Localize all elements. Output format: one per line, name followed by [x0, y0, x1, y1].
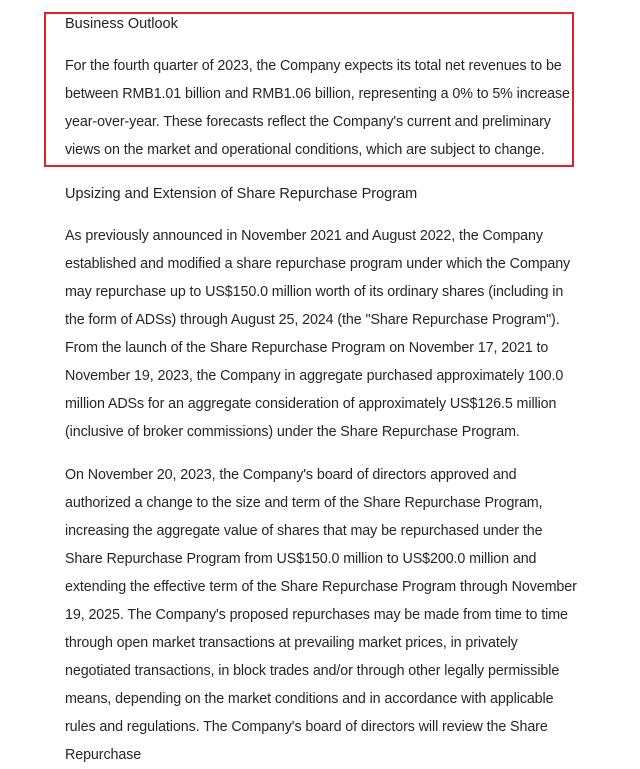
paragraph-share-repurchase-1: As previously announced in November 2021 and August 2022, the Company established and modified a share repurchase program under which the Company may repurchase up to US$150.0 million worth of its ordinary shares (including in the form of ADSs) through August 25, 2024 (the "Share Repurchase Program"). From the launch of the Share Repurchase Program on November 17, 2021 to November 19, 2023, the Company in aggregate purchased approximately 100.0 million ADSs for an aggregate consideration of approximately US$126.5 million (inclusive of broker commissions) under the Share Repurchase Program.	[65, 228, 571, 440]
section-share-repurchase	[65, 184, 580, 769]
section-business-outlook	[65, 14, 580, 164]
paragraph-business-outlook: For the fourth quarter of 2023, the Company expects its total net revenues to be between RMB1.01 billion and RMB1.06 billion, representing a 0% to 5% increase year-over-year. These forecasts reflect the Company's current and preliminary views on the market and operational conditions, which are subject to change.	[65, 58, 570, 158]
paragraph-share-repurchase-2: On November 20, 2023, the Company's board of directors approved and authorized a change to the size and term of the Share Repurchase Program, increasing the aggregate value of shares that may be repurchased under the Share Repurchase Program from US$150.0 million to US$200.0 million and extending the effective term of the Share Repurchase Program through November 19, 2025. The Company's proposed repurchases may be made from time to time through open market transactions at prevailing market prices, in privately negotiated transactions, in block trades and/or through other legally permissible means, depending on the market conditions and in accordance with applicable rules and regulations. The Company's board of directors will review the Share Repurchase	[65, 467, 577, 763]
heading-share-repurchase: Upsizing and Extension of Share Repurchase Program	[65, 186, 418, 202]
heading-business-outlook: Business Outlook	[65, 16, 178, 32]
